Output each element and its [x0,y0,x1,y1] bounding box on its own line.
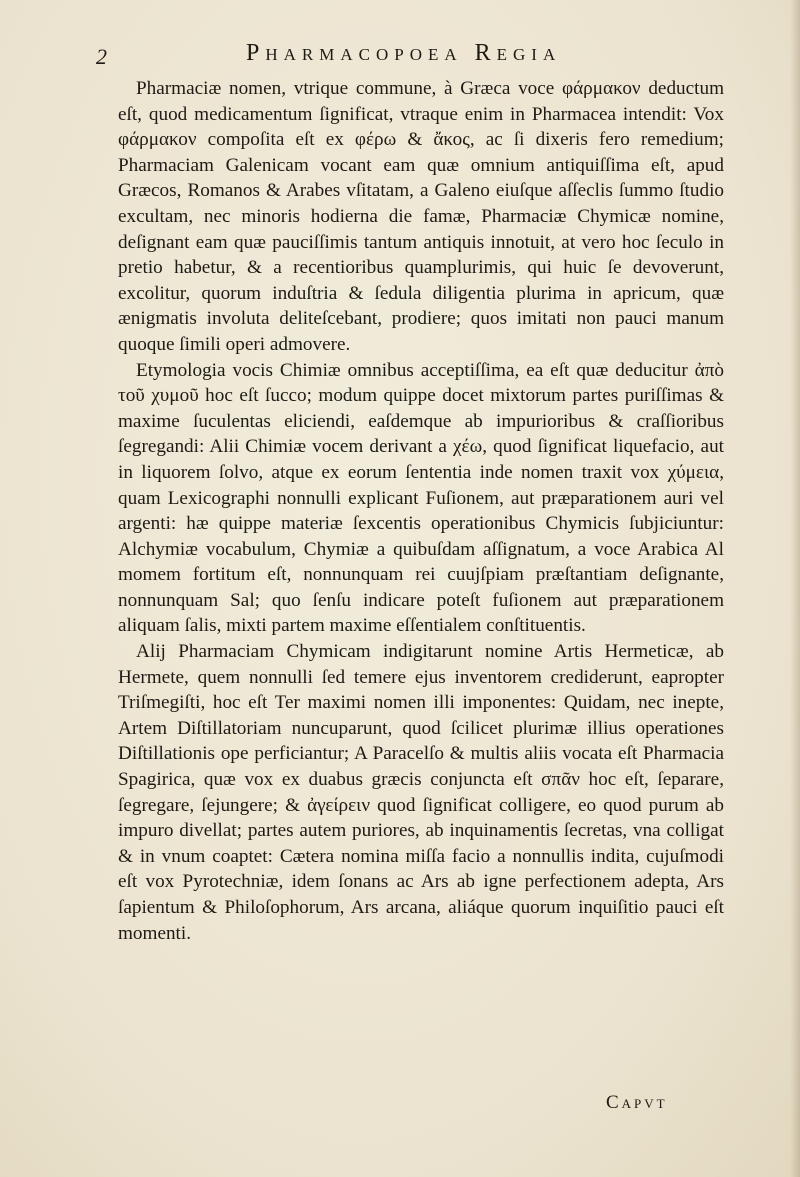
page-header [96,40,716,70]
page-number: 2 [96,44,107,69]
paragraph-pharmacia: Pharmaciæ nomen, vtrique commune, à Græca voce φάρμακον deductum eſt, quod medicamentum ſignificat, vtraque enim in Pharmacea intendit: Vox φάρμακον compoſita eſt ex φέρω & ἄκος, ac ſi dixeris fero remedium; Pharmaciam Galenicam vocant eam quæ omnium antiquiſſima eſt, apud Græcos, Romanos & Arabes vſitatam, a Galeno eiuſque aſſeclis ſummo ſtudio excultam, nec minoris hodierna die famæ, Pharmaciæ Chymicæ nomine, deſignant eam quæ pauciſſimis tantum antiquis innotuit, at vero hoc ſeculo in pretio habetur, & a recentioribus quamplurimis, qui huic ſe devoverunt, excolitur, quorum induſtria & ſedula diligentia plurima in apricum, quæ ænigmatis involuta deliteſcebant, prodiere; quos imitati non pauci manum quoque ſimili operi admovere. [118,78,724,355]
paragraph-etymologia: Etymologia vocis Chimiæ omnibus acceptiſſima, ea eſt quæ deducitur ἀπὸ τοῦ χυμοῦ hoc eſt ſucco; modum quippe docet mixtorum partes puriſſimas & maxime ſuculentas eliciendi, eaſdemque ab impurioribus & craſſioribus ſegregandi: Alii Chimiæ vocem derivant a χέω, quod ſignificat liquefacio, aut in liquorem ſolvo, atque ex eorum ſententia inde nomen traxit vox χύμεια, quam Lexicographi nonnulli explicant Fuſionem, aut præparationem auri vel argenti: hæ quippe materiæ ſexcentis operationibus Chymicis ſubjiciuntur: Alchymiæ vocabulum, Chymiæ a quibuſdam aſſignatum, a voce Arabica Al momem fortitum eſt, nonnunquam rei cuujſpiam præſtantiam deſignante, nonnunquam Sal; quo ſenſu indicare poteſt fuſionem aut præparationem aliquam ſalis, mixti partem maxime eſſentialem conſtituentis. [118,359,724,637]
paragraph-ars-hermetica: Alij Pharmaciam Chymicam indigitarunt nomine Artis Hermeticæ, ab Hermete, quem nonnulli ſed temere ejus inventorem crediderunt, eapropter Triſmegiſti, hoc eſt Ter maximi nomen illi imponentes: Quidam, nec inepte, Artem Diſtillatoriam nuncuparunt, quod ſcilicet plurimæ illius operationes Diſtillationis ope perficiantur; A Paracelſo & multis aliis vocata eſt Pharmacia Spagirica, quæ vox ex duabus græcis conjuncta eſt σπᾶν hoc eſt, ſeparare, ſegregare, ſejungere; & ἀγείρειν quod ſignificat colligere, eo quod purum ab impuro divellat; partes autem puriores, ab inquinamentis ſecretas, vna colligat & in vnum coaptet: Cætera nomina miſſa facio a nonnullis indita, cujuſmodi eſt vox Pyrotechniæ, idem ſonans ac Ars ab igne perfectionem adepta, Ars ſapientum & Philoſophorum, Ars arcana, aliáque quorum inquiſitio pauci eſt momenti. [118,641,724,944]
catchword: Capvt [606,1092,668,1113]
page-edge-shadow [790,0,800,1177]
running-title: Pharmacopoea Regia [246,40,562,66]
body-text [118,76,724,946]
